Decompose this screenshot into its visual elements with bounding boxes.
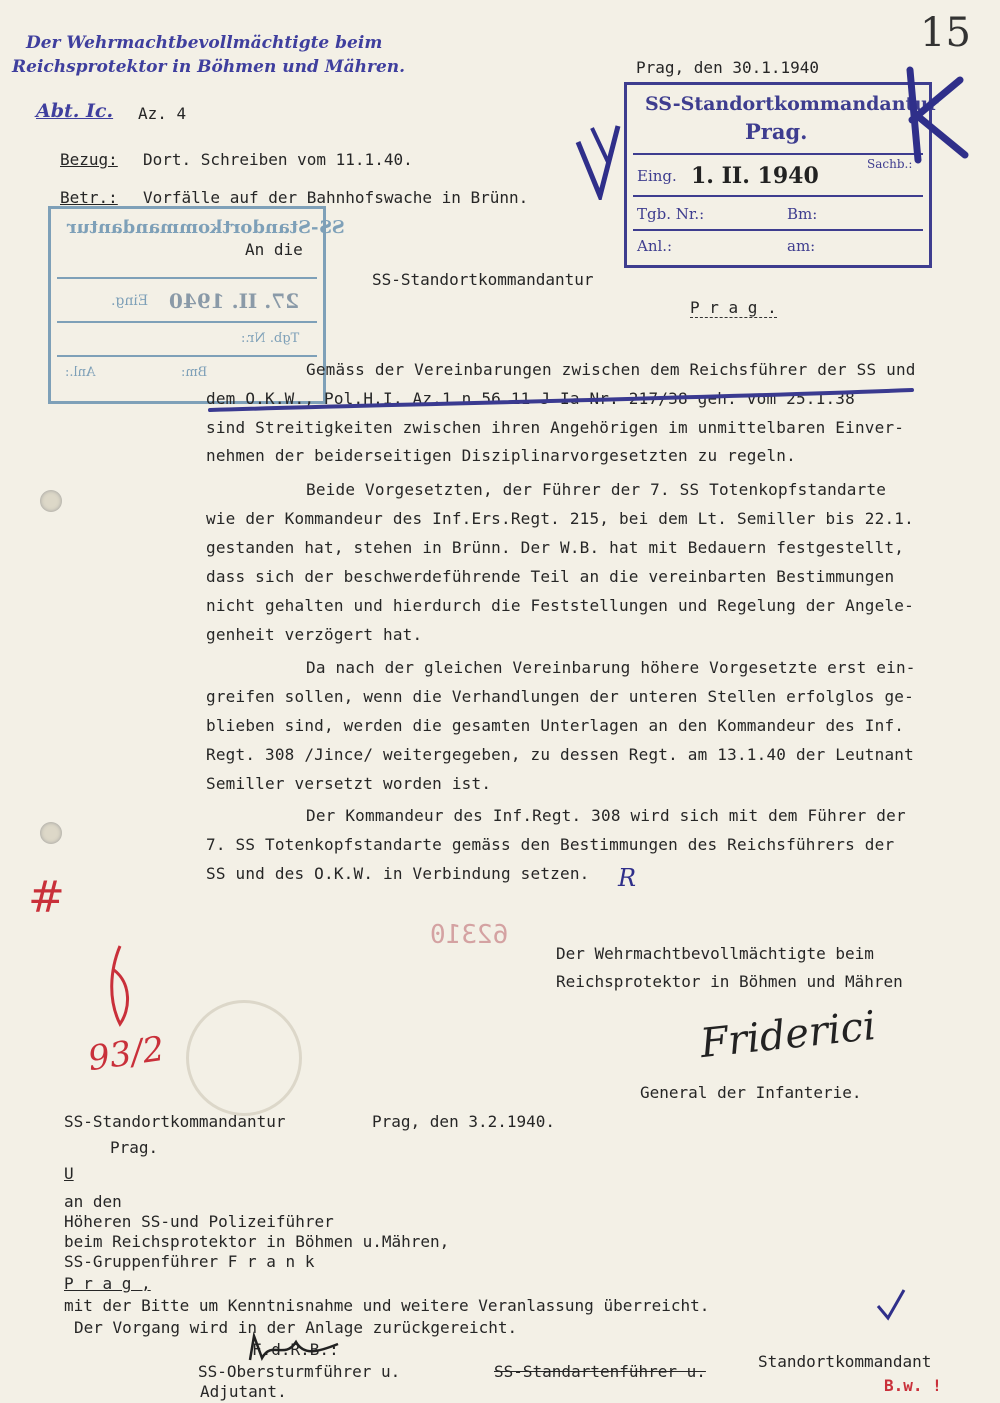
- body-line: Da nach der gleichen Vereinbarung höhere Vorgesetzte erst ein-: [306, 658, 916, 677]
- sender-stamp-line2: Reichsprotektor in Böhmen und Mähren.: [12, 57, 406, 77]
- forward-to3: beim Reichsprotektor in Böhmen u.Mähren,: [64, 1232, 450, 1251]
- betr-text: Vorfälle auf der Bahnhofswache in Brünn.: [143, 188, 529, 207]
- place-date: Prag, den 30.1.1940: [636, 58, 820, 77]
- handwritten-initial: R: [618, 864, 637, 892]
- forward-text1: mit der Bitte um Kenntnisnahme und weitere Veranlassung überreicht.: [64, 1296, 710, 1315]
- page-number: 15: [920, 10, 971, 56]
- red-bw-note: B.w. !: [884, 1376, 942, 1395]
- bezug-text: Dort. Schreiben vom 11.1.40.: [143, 150, 413, 169]
- faded-round-stamp: [186, 1000, 302, 1116]
- forward-rank2: Adjutant.: [200, 1382, 287, 1401]
- body-line: sind Streitigkeiten zwischen ihren Angehörigen im unmittelbaren Einver-: [206, 418, 905, 437]
- body-line: greifen sollen, wenn die Verhandlungen der unteren Stellen erfolglos ge-: [206, 687, 914, 706]
- body-line: Gemäss der Vereinbarungen zwischen dem Reichsführer der SS und: [306, 360, 916, 379]
- forward-to4: SS-Gruppenführer F r a n k: [64, 1252, 315, 1271]
- forward-fdrb: F.d.R.B.:: [252, 1340, 339, 1359]
- az-label: Az. 4: [138, 104, 187, 123]
- signature-line1: Der Wehrmachtbevollmächtigte beim: [556, 944, 874, 963]
- recipient-line2: SS-Standortkommandantur: [372, 270, 594, 289]
- sender-stamp-line1: Der Wehrmachtbevollmächtigte beim: [26, 33, 383, 53]
- stamp-top-title: SS-Standortkommandantur: [645, 93, 939, 115]
- body-line: nehmen der beiderseitigen Disziplinarvorgesetzten zu regeln.: [206, 446, 796, 465]
- betr-label: Betr.:: [60, 188, 118, 207]
- forward-text2: Der Vorgang wird in der Anlage zurückgereicht.: [74, 1318, 518, 1337]
- stamp-top-eing-label: Eing.: [637, 167, 677, 185]
- recipient-line3: P r a g .: [690, 298, 777, 317]
- forward-date: Prag, den 3.2.1940.: [372, 1112, 556, 1131]
- stamp-top-bm-label: Bm:: [787, 205, 818, 223]
- bezug-label: Bezug:: [60, 150, 118, 169]
- body-line: Der Kommandeur des Inf.Regt. 308 wird sich mit dem Führer der: [306, 806, 906, 825]
- body-line: gestanden hat, stehen in Brünn. Der W.B. hat mit Bedauern festgestellt,: [206, 538, 905, 557]
- body-line: SS und des O.K.W. in Verbindung setzen.: [206, 864, 590, 883]
- red-handwritten-number: 93/2: [85, 1028, 167, 1080]
- department-label: Abt. Ic.: [36, 100, 114, 122]
- forward-u: U: [64, 1164, 74, 1183]
- body-line: 7. SS Totenkopfstandarte gemäss den Bestimmungen des Reichsführers der: [206, 835, 895, 854]
- handwritten-check-forward: [872, 1284, 912, 1324]
- body-line: Regt. 308 /Jince/ weitergegeben, zu dessen Regt. am 13.1.40 der Leutnant: [206, 745, 914, 764]
- recipient-line1: An die: [245, 240, 303, 259]
- forward-rank1: SS-Obersturmführer u.: [198, 1362, 401, 1381]
- stamp-left-title: SS-Standortkommandantur: [67, 217, 345, 238]
- stamp-top-eing-date: 1. II. 1940: [691, 163, 819, 189]
- body-line: blieben sind, werden die gesamten Unterlagen an den Kommandeur des Inf.: [206, 716, 905, 735]
- pencil-underline: [200, 384, 920, 424]
- forward-sender2: Prag.: [110, 1138, 159, 1157]
- forward-stdk: Standortkommandant: [758, 1352, 932, 1371]
- stamp-left-tgb-label: Tgb. Nr.:: [241, 331, 300, 346]
- forward-sender1: SS-Standortkommandantur: [64, 1112, 286, 1131]
- body-line: dem O.K.W., Pol.H.I, Az.1 n 56 11 J Ia Nr. 217/38 geh. vom 25.1.38: [206, 389, 855, 408]
- body-line: wie der Kommandeur des Inf.Ers.Regt. 215, bei dem Lt. Semiller bis 22.1.: [206, 509, 914, 528]
- punch-hole-1: [40, 490, 62, 512]
- stamp-left-eing-label: Eing.: [111, 293, 149, 309]
- body-line: dass sich der beschwerdeführende Teil an die vereinbarten Bestimmungen: [206, 567, 895, 586]
- stamp-top-tgb-label: Tgb. Nr.:: [637, 205, 705, 223]
- red-hash-mark: #: [28, 872, 65, 923]
- punch-hole-2: [40, 822, 62, 844]
- forward-struck: SS-Standartenführer u.: [494, 1362, 706, 1381]
- stamp-top-sachb-label: Sachb.:: [867, 157, 913, 171]
- body-line: nicht gehalten und hierdurch die Feststellungen und Regelung der Angele-: [206, 596, 914, 615]
- body-line: genheit verzögert hat.: [206, 625, 423, 644]
- body-line: Semiller versetzt worden ist.: [206, 774, 492, 793]
- stamp-top-anl-label: Anl.:: [637, 237, 673, 255]
- signature-line2: Reichsprotektor in Böhmen und Mähren: [556, 972, 903, 991]
- stamp-top-city: Prag.: [745, 119, 808, 144]
- body-line: Beide Vorgesetzten, der Führer der 7. SS Totenkopfstandarte: [306, 480, 887, 499]
- stamp-left-eing-date: 27. II. 1940: [169, 289, 300, 313]
- receipt-stamp-left: [48, 206, 345, 404]
- stamp-top-bm2-label: am:: [787, 237, 816, 255]
- forward-to5: P r a g ,: [64, 1274, 151, 1293]
- stamp-left-anl-label: Anl.:: [65, 365, 96, 380]
- bleed-number: 62310: [430, 920, 509, 950]
- forward-to1: an den: [64, 1192, 122, 1211]
- stamp-left-bm-label: Bm:: [181, 365, 208, 380]
- handwritten-mark-top-right: [880, 60, 980, 170]
- signature-rank: General der Infanterie.: [640, 1083, 862, 1102]
- red-pencil-stroke: [80, 940, 160, 1030]
- signature-handwritten: Friderici: [698, 1002, 878, 1068]
- handwritten-check: [570, 120, 640, 200]
- forward-to2: Höheren SS-und Polizeiführer: [64, 1212, 334, 1231]
